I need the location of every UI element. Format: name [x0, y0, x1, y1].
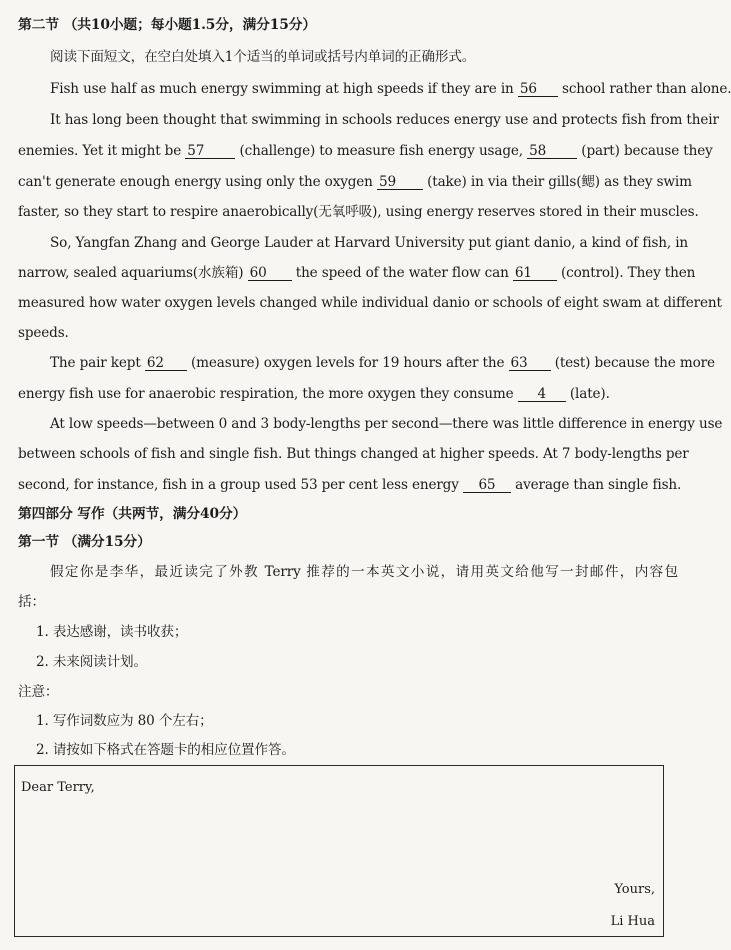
passage-text: (measure) oxygen levels for 19 hours after the	[191, 355, 505, 371]
passage-line-14	[18, 476, 682, 494]
content-item-1: 1. 表达感谢，读书收获；	[36, 624, 188, 640]
letter-answer-box	[14, 765, 664, 937]
blank-65: 65	[463, 478, 511, 493]
passage-line-3	[18, 142, 713, 160]
passage-line-1	[50, 80, 731, 98]
part4-subsection: 第一节 （满分15分）	[18, 534, 151, 550]
blank-58: 58	[527, 144, 577, 159]
note-label: 注意：	[18, 684, 59, 700]
section2-title: 第二节 （共10小题；每小题1.5分，满分15分）	[18, 17, 317, 33]
passage-text: the speed of the water flow can	[295, 265, 509, 281]
passage-text: (control). They then	[561, 265, 696, 281]
blank-63: 63	[509, 356, 551, 371]
passage-text: (part) because they	[581, 143, 713, 159]
passage-line-7	[18, 264, 696, 282]
passage-text: Fish use half as much energy swimming at high speeds if they are in	[50, 81, 514, 97]
passage-line-2: It has long been thought that swimming in schools reduces energy use and protects fish from their	[50, 112, 719, 128]
content-item-2: 2. 未来阅读计划。	[36, 654, 147, 670]
passage-line-13: between schools of fish and single fish. But things changed at higher speeds. At 7 body-lengths per	[18, 446, 689, 462]
note-item-2: 2. 请按如下格式在答题卡的相应位置作答。	[36, 742, 295, 758]
passage-text: second, for instance, fish in a group used 53 per cent less energy	[18, 477, 459, 493]
note-item-1: 1. 写作词数应为 80 个左右；	[36, 713, 213, 729]
section2-instruction: 阅读下面短文，在空白处填入1个适当的单词或括号内单词的正确形式。	[50, 49, 476, 65]
passage-text: (late).	[569, 386, 610, 402]
passage-text: (test) because the more	[554, 355, 715, 371]
writing-prompt-cont: 括：	[18, 594, 45, 610]
passage-line-11	[18, 385, 678, 403]
blank-62: 62	[145, 356, 187, 371]
passage-text: average than single fish.	[515, 477, 682, 493]
passage-line-10	[50, 354, 715, 372]
blank-61: 61	[513, 266, 557, 281]
blank-57: 57	[185, 144, 235, 159]
passage-text: (take) in via their gills(鳃) as they swim	[427, 174, 692, 190]
passage-text: The pair kept	[50, 355, 141, 371]
letter-signature: Li Hua	[610, 914, 655, 929]
passage-text: can't generate enough energy using only the oxygen	[18, 174, 373, 190]
passage-text: energy fish use for anaerobic respiration, the more oxygen they consume	[18, 386, 514, 402]
passage-line-9: speeds.	[18, 325, 69, 341]
blank-60: 60	[248, 266, 292, 281]
blank-56: 56	[518, 82, 558, 97]
letter-closing: Yours,	[614, 882, 655, 897]
part4-title: 第四部分 写作（共两节，满分40分）	[18, 506, 247, 522]
blank-64: 4	[518, 387, 566, 402]
writing-prompt: 假定你是李华，最近读完了外教 Terry 推荐的一本英文小说，请用英文给他写一封邮件，内容包	[50, 564, 678, 580]
letter-salutation: Dear Terry,	[21, 780, 95, 795]
passage-line-4	[18, 173, 692, 191]
passage-line-6: So, Yangfan Zhang and George Lauder at Harvard University put giant danio, a kind of fish, in	[50, 235, 689, 251]
passage-text: (challenge) to measure fish energy usage,	[239, 143, 523, 159]
passage-text: school rather than alone.	[562, 81, 731, 97]
blank-59: 59	[377, 175, 423, 190]
passage-line-8: measured how water oxygen levels changed while individual danio or schools of eight swam at different	[18, 295, 722, 311]
passage-line-5: faster, so they start to respire anaerobically(无氧呼吸), using energy reserves stored in their muscles.	[18, 204, 699, 220]
passage-text: enemies. Yet it might be	[18, 143, 182, 159]
passage-text: narrow, sealed aquariums(水族箱)	[18, 265, 244, 281]
passage-line-12: At low speeds—between 0 and 3 body-lengths per second—there was little difference in energy use	[50, 416, 723, 432]
